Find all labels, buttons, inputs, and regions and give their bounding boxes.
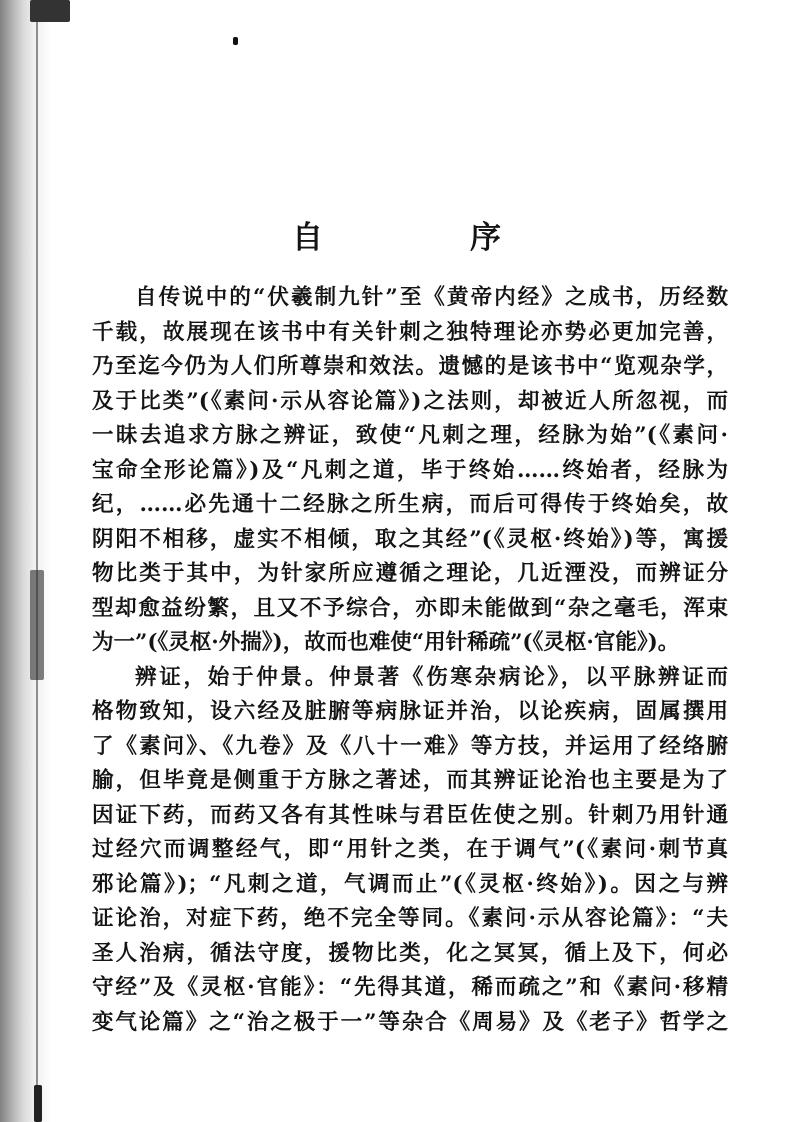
text-line: 型却愈益纷繁，且又不予综合，亦即未能做到“杂之毫毛，浑束	[92, 595, 728, 621]
text-line: 及于比类”(《素问·示从容论篇》)之法则，却被近人所忽视，而	[92, 388, 728, 414]
scan-speck	[233, 37, 238, 45]
text-line: 证论治，对症下药，绝不完全等同。《素问·示从容论篇》：“夫	[92, 906, 728, 931]
scan-binding-line	[36, 0, 38, 1122]
text-line: 邪论篇》)；“凡刺之道，气调而止”(《灵枢·终始》)。因之与辨	[92, 871, 728, 897]
text-line: 阴阳不相移，虚实不相倾，取之其经”(《灵枢·终始》)等，寓援	[92, 526, 728, 552]
text-line: 圣人治病，循法守度，援物比类，化之冥冥，循上及下，何必	[92, 940, 728, 966]
scan-binding-mark	[30, 0, 70, 22]
text-line: 千载，故展现在该书中有关针刺之独特理论亦势必更加完善，	[92, 319, 728, 345]
scan-binding-mark	[34, 1085, 42, 1122]
text-line: 辨证，始于仲景。仲景著《伤寒杂病论》，以平脉辨证而	[135, 664, 728, 690]
text-line: 宝命全形论篇》)及“凡刺之道，毕于终始……终始者，经脉为	[92, 457, 728, 483]
text-line: 物比类于其中，为针家所应遵循之理论，几近湮没，而辨证分	[92, 561, 728, 586]
text-line: 为一”(《灵枢·外揣》)，故而也难使“用针稀疏”(《灵枢·官能》)。	[92, 630, 680, 655]
text-line: 守经”及《灵枢·官能》：“先得其道，稀而疏之”和《素问·移精	[92, 975, 728, 1000]
text-line: 一昧去追求方脉之辨证，致使“凡刺之理，经脉为始”(《素问·	[92, 423, 728, 448]
text-line: 腧，但毕竟是侧重于方脉之著述，而其辨证论治也主要是为了	[92, 768, 728, 793]
text-line: 变气论篇》之“治之极于一”等杂合《周易》及《老子》哲学之	[92, 1009, 728, 1035]
scan-binding-mark	[30, 570, 44, 680]
text-line: 格物致知，设六经及脏腑等病脉证并治，以论疾病，固属撰用	[92, 699, 728, 724]
text-line: 乃至迄今仍为人们所尊崇和效法。遗憾的是该书中“览观杂学，	[92, 354, 728, 379]
text-line: 因证下药，而药又各有其性味与君臣佐使之别。针刺乃用针通	[92, 802, 728, 828]
text-line: 过经穴而调整经气，即“用针之类，在于调气”(《素问·刺节真	[92, 837, 728, 862]
text-line: 纪，……必先通十二经脉之所生病，而后可得传于终始矣，故	[92, 492, 728, 517]
text-line: 自传说中的“伏羲制九针”至《黄帝内经》之成书，历经数	[135, 285, 728, 310]
preface-body	[92, 281, 728, 1040]
text-line: 了《素问》、《九卷》及《八十一难》等方技，并运用了经络腑	[92, 733, 728, 759]
scan-binding-shadow	[0, 0, 52, 1122]
page-title: 自 序	[292, 220, 559, 256]
